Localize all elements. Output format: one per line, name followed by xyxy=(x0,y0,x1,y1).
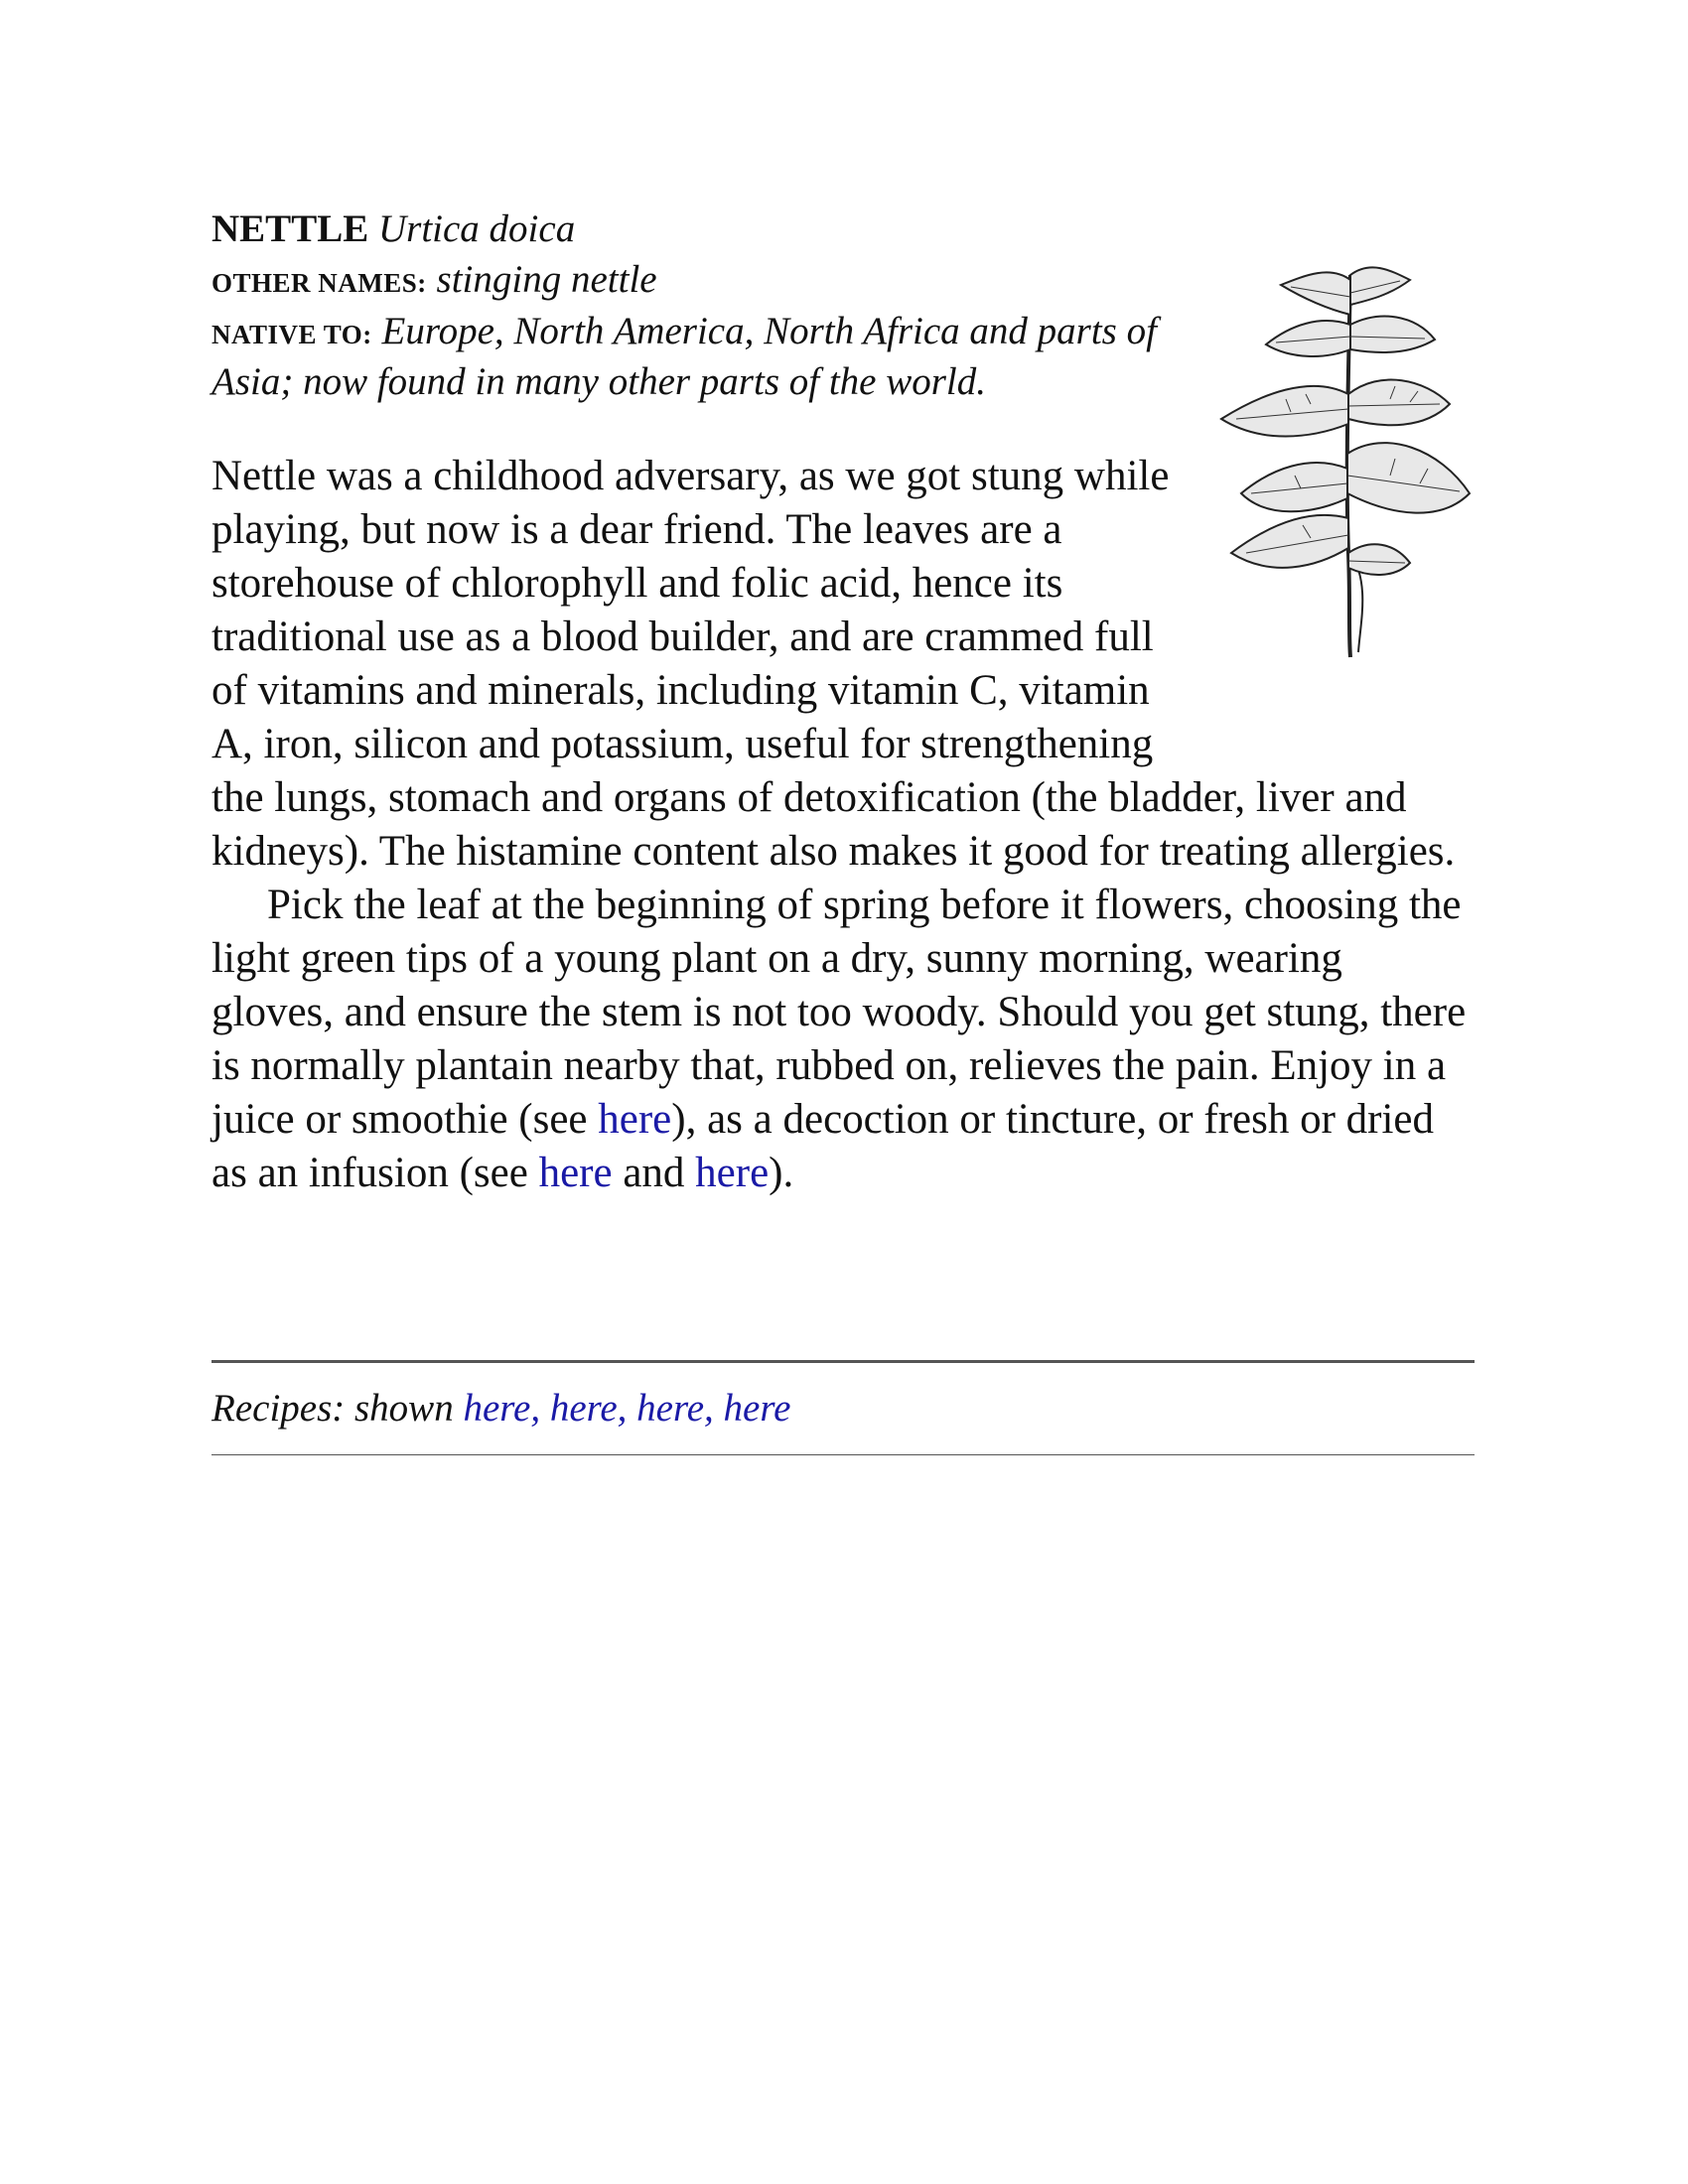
recipe-sep-3: , xyxy=(704,1387,724,1430)
other-names-value: stinging nettle xyxy=(436,258,657,301)
p2-text-d: ). xyxy=(769,1150,794,1196)
other-names-label: OTHER NAMES: xyxy=(211,268,427,298)
recipes-bottom-rule xyxy=(211,1454,1475,1455)
page-content xyxy=(211,204,1475,1430)
recipe-sep-2: , xyxy=(617,1387,637,1430)
recipe-sep-1: , xyxy=(530,1387,550,1430)
native-to-label: NATIVE TO: xyxy=(211,320,372,349)
p2-text-c: and xyxy=(612,1150,696,1196)
body-paragraph-1: Nettle was a childhood adversary, as we got stung while playing, but now is a dear friend. The leaves are a storehouse of chlorophyll and folic acid, hence its traditional use as a blood builder, and are crammed full of vitamins and minerals, including vitamin C, vitamin A, iron, silicon and potassium, useful for strengthening the lungs, stomach and organs of detoxification (the bladder, liver and kidneys). The histamine content also makes it good for treating allergies. xyxy=(211,453,1456,875)
recipes-line xyxy=(211,1383,790,1434)
recipes-top-rule xyxy=(211,1360,1475,1363)
recipe-link-3[interactable]: here xyxy=(636,1387,705,1430)
herb-name: NETTLE xyxy=(211,207,369,250)
here-link-infusion-2[interactable]: here xyxy=(695,1150,770,1196)
herb-title xyxy=(211,204,1475,255)
here-link-juice[interactable]: here xyxy=(598,1096,672,1143)
here-link-infusion-1[interactable]: here xyxy=(538,1150,613,1196)
recipe-link-1[interactable]: here xyxy=(463,1387,531,1430)
recipes-label: Recipes: shown xyxy=(211,1387,464,1430)
body-paragraph-2 xyxy=(211,879,1475,1200)
recipe-link-4[interactable]: here xyxy=(723,1387,791,1430)
herb-latin-name: Urtica doica xyxy=(377,207,576,250)
native-to-line xyxy=(211,308,1214,406)
nettle-plant-illustration xyxy=(1211,255,1475,662)
p2-text-a: Pick the leaf at the beginning of spring before it flowers, choosing the light green tips of a young plant on a dry, sunny morning, wearing gloves, and ensure the stem is not too woody. Should you get stung, there is normally plantain nearby that, rubbed on, relieves the pain. Enjoy in a juice or smoothie (see xyxy=(211,882,1467,1143)
recipe-link-2[interactable]: here xyxy=(549,1387,618,1430)
p2-text-b: ), as a decoction or tincture, or fresh or dried as an infusion (see xyxy=(211,1096,1435,1196)
native-to-value: Europe, North America, North Africa and parts of Asia; now found in many other parts of the world. xyxy=(211,310,1157,403)
